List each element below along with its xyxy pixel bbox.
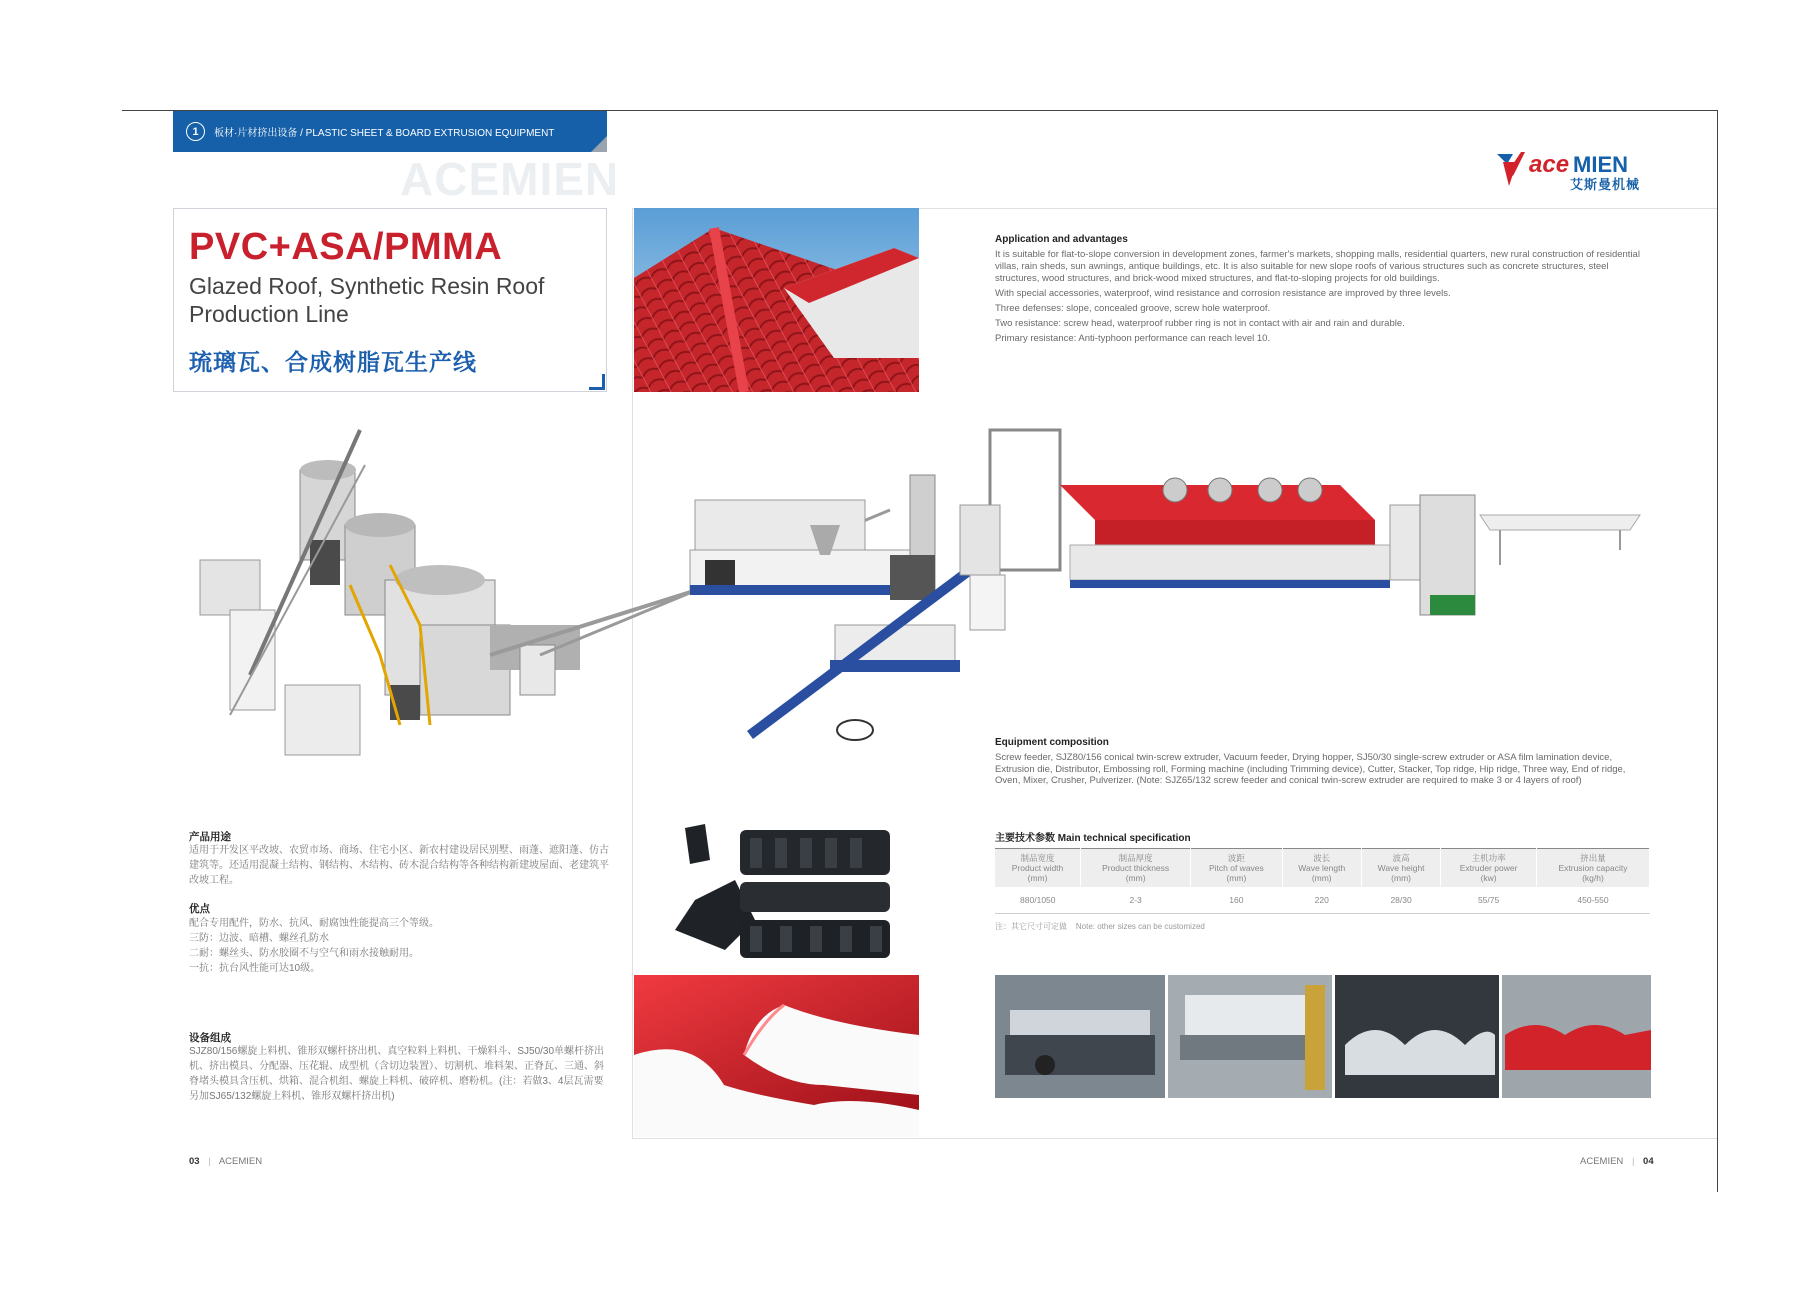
bottom-divider: [632, 1138, 1717, 1139]
section-number: 1: [186, 122, 205, 141]
spec-col-header: 主机功率 Extruder power (kw): [1441, 849, 1537, 888]
machine-photo-strip: [995, 975, 1651, 1098]
watermark: ACEMIEN: [400, 153, 620, 205]
spec-col-header: 波高 Wave height (mm): [1361, 849, 1440, 888]
accessories-photo: [655, 820, 905, 970]
page-title: PVC+ASA/PMMA: [189, 226, 503, 268]
advantage-line: 一抗：抗台风性能可达10级。: [189, 963, 321, 974]
section-label: 板材·片材挤出设备 / PLASTIC SHEET & BOARD EXTRUSION EQUIPMENT: [214, 128, 555, 139]
right-rule: [1717, 110, 1718, 1192]
spec-value-row: [995, 887, 1650, 914]
machine-photo-4: [1502, 975, 1651, 1098]
brand-logo-cn: 艾斯曼机械: [1570, 177, 1641, 192]
application-paragraph: Two resistance: screw head, waterproof rubber ring is not in contact with air and rain and durable.: [995, 318, 1405, 329]
twin-screw-extruder: [690, 475, 990, 740]
tile-closeup-photo: [634, 975, 919, 1137]
spec-heading: 主要技术参数 Main technical specification: [995, 833, 1191, 844]
forming-machine: [960, 430, 1390, 630]
footer-right: [1580, 1156, 1654, 1167]
logo-text-2: MIEN: [1573, 152, 1628, 177]
spec-value: 880/1050: [995, 887, 1081, 914]
page-subtitle: Glazed Roof, Synthetic Resin Roof Production Line: [189, 273, 545, 327]
spec-col-header: 制品厚度 Product thickness (mm): [1081, 849, 1191, 888]
application-paragraph: With special accessories, waterproof, wind resistance and corrosion resistance are improved by three levels.: [995, 288, 1451, 299]
footer-brand-right: ACEMIEN: [1580, 1156, 1624, 1167]
equipment-text-cn: SJZ80/156螺旋上料机、锥形双螺杆挤出机、真空粒料上料机、干燥料斗、SJ50/30单螺杆挤出机、挤出模具、分配器、压花辊、成型机（含切边装置）、切割机、堆料架、正脊瓦、三通、斜脊堵头模具含压机、烘箱、混合机组、螺旋上料机、破碎机、磨粉机。(注：若做3、4层瓦需要另加SJ65/132螺旋上料机、锥形双螺杆挤出机): [189, 1046, 605, 1102]
footer-left: [189, 1156, 262, 1167]
section-banner: [173, 111, 607, 152]
advantage-line: 三防：边波、暗槽、螺丝孔防水: [189, 933, 329, 944]
footer-separator: |: [1631, 1156, 1635, 1167]
advantages-heading-cn: 优点: [189, 903, 210, 915]
application-heading: Application and advantages: [995, 234, 1128, 245]
logo-text: ace: [1529, 151, 1570, 178]
spec-value: 28/30: [1361, 887, 1440, 914]
spec-col-header: 波距 Pitch of waves (mm): [1191, 849, 1282, 888]
page-number-left: 03: [189, 1156, 200, 1167]
application-paragraph: It is suitable for flat-to-slope conversion in development zones, farmer's markets, shopping malls, residential quarters, new rural construction of residential villas, rain sheds, sun awnings, antique buildings, etc. It is also suitable for new slope roofs of various structures such as concrete structures, steel structures, wood structures, and brick-wood mixed structures, and flat-to-sloping projects for old buildings.: [995, 249, 1640, 284]
spec-col-header: 制品宽度 Product width (mm): [995, 849, 1081, 888]
spec-value: 220: [1282, 887, 1361, 914]
advantage-line: 配合专用配件，防水、抗风、耐腐蚀性能提高三个等级。: [189, 918, 439, 929]
application-paragraph: Three defenses: slope, concealed groove, screw hole waterproof.: [995, 303, 1271, 314]
spec-table: [995, 848, 1650, 914]
mixer-unit: [200, 430, 580, 755]
banner-corner: [591, 136, 607, 152]
spec-value: 55/75: [1441, 887, 1537, 914]
cutter-stacker: [1390, 495, 1640, 615]
spec-col-header: 挤出量 Extrusion capacity (kg/h): [1536, 849, 1649, 888]
footer-brand-left: ACEMIEN: [218, 1156, 263, 1167]
application-text: [995, 249, 1640, 345]
spec-col-header: 波长 Wave length (mm): [1282, 849, 1361, 888]
machine-photo-1: [995, 975, 1165, 1098]
roof-photo: [634, 208, 919, 392]
usage-heading-cn: 产品用途: [189, 831, 231, 843]
spec-value: 160: [1191, 887, 1282, 914]
spec-value: 2-3: [1081, 887, 1191, 914]
equipment-heading-cn: 设备组成: [189, 1032, 231, 1044]
page-title-cn: 琉璃瓦、合成树脂瓦生产线: [189, 349, 477, 375]
page-number-right: 04: [1643, 1156, 1654, 1167]
spec-value: 450-550: [1536, 887, 1649, 914]
spec-header-row: [995, 849, 1650, 888]
usage-text-cn: 适用于开发区平改坡、农贸市场、商场、住宅小区、新农村建设居民别墅、雨蓬、遮阳蓬、仿古建筑等。还适用混凝土结构、钢结构、木结构、砖木混合结构等各种结构新建坡屋面、老建筑平改坡工程。: [189, 845, 609, 886]
advantage-line: 二耐：螺丝头、防水胶圈不与空气和雨水接触耐用。: [189, 948, 419, 959]
spec-note: 注：其它尺寸可定做 Note: other sizes can be customized: [995, 922, 1205, 931]
production-line-image: [190, 425, 1660, 765]
equipment-heading: Equipment composition: [995, 737, 1109, 748]
equipment-text: Screw feeder, SJZ80/156 conical twin-screw extruder, Vacuum feeder, Drying hopper, SJ50/30 single-screw extruder or ASA film lamination device, Extrusion die, Distributor, Embossing roll, Forming machine (including Trimming device), Cutter, Stacker, Top ridge, Hip ridge, Three way, End of ridge, Oven, Mixer, Crusher, Pulverizer. (Note: SJZ65/132 screw feeder and conical twin-screw extruder are required to make 3 or 4 layers of roof): [995, 752, 1626, 786]
application-paragraph: Primary resistance: Anti-typhoon performance can reach level 10.: [995, 333, 1271, 344]
title-corner-mark: [589, 374, 605, 390]
footer-separator: |: [208, 1156, 211, 1167]
machine-photo-2: [1168, 975, 1332, 1098]
advantages-list-cn: [189, 916, 609, 976]
machine-photo-3: [1335, 975, 1499, 1098]
